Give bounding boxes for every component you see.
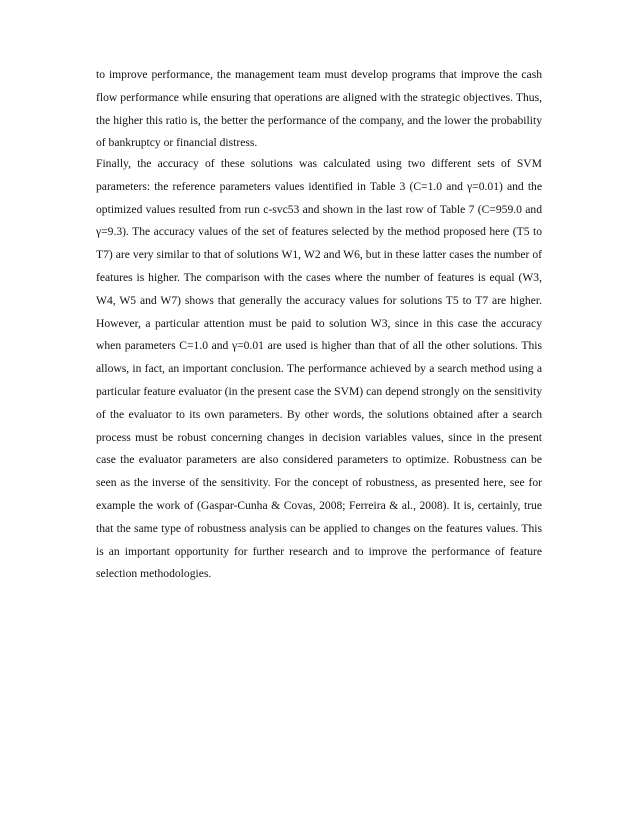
paragraph-svm-accuracy bbox=[96, 153, 542, 586]
paragraph-text: to improve performance, the management team must develop programs that improve the cash flow performance while ensuring that operations are aligned with the strategic objectives. Thus, the higher this ratio is, the better the performance of the company, and the lower the probability of bankruptcy or financial distress. bbox=[96, 68, 542, 150]
paragraph-cash-flow bbox=[96, 64, 542, 155]
paragraph-text: Finally, the accuracy of these solutions was calculated using two different sets of SVM parameters: the reference parameters values identified in Table 3 (C=1.0 and γ=0.01) and the optimized values resulted from run c-svc53 and shown in the last row of Table 7 (C=959.0 and γ=9.3). The accuracy values of the set of features selected by the method proposed here (T5 to T7) are very similar to that of solutions W1, W2 and W6, but in these latter cases the number of features is higher. The comparison with the cases where the number of features is equal (W3, W4, W5 and W7) shows that generally the accuracy values for solutions T5 to T7 are higher. However, a particular attention must be paid to solution W3, since in this case the accuracy when parameters C=1.0 and γ=0.01 are used is higher than that of all the other solutions. This allows, in fact, an important conclusion. The performance achieved by a search method using a particular feature evaluator (in the present case the SVM) can depend strongly on the sensitivity of the evaluator to its own parameters. By other words, the solutions obtained after a search process must be robust concerning changes in decision variables values, since in the present case the evaluator parameters are also considered parameters to optimize. Robustness can be seen as the inverse of the sensitivity. For the concept of robustness, as presented here, see for example the work of (Gaspar-Cunha & Covas, 2008; Ferreira & al., 2008). It is, certainly, true that the same type of robustness analysis can be applied to changes on the features values. This is an important opportunity for further research and to improve the performance of feature selection methodologies. bbox=[96, 157, 542, 581]
